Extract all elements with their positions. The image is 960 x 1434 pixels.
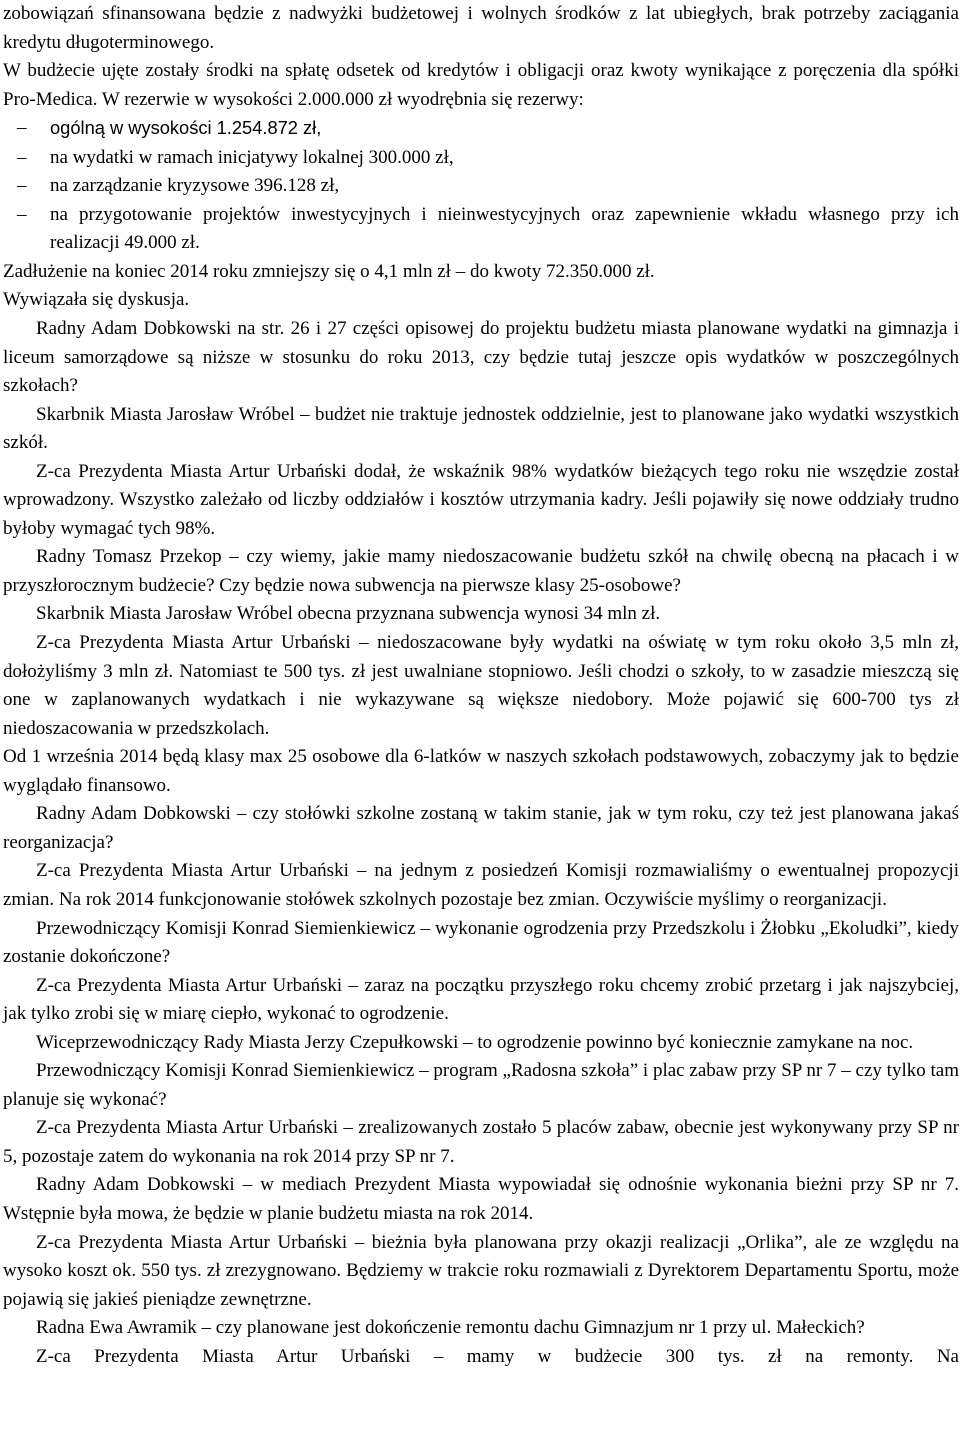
dash-bullet: – [17,117,27,139]
dash-bullet: – [17,146,27,168]
paragraph-statement: Z-ca Prezydenta Miasta Artur Urbański – niedoszacowane były wydatki na oświatę w tym roku około 3,5 mln zł, dołożyliśmy 3 mln zł. Natomiast te 500 tys. zł jest uwalniane stopniowo. Jeśli chodzi o szkoły, to w zasadzie mieszczą się one w zaplanowanych wydatkach i nie wykazywane są większe niedobory. Może pojawić się 600-700 tys zł niedoszacowania w przedszkolach. [3,632,959,739]
paragraph-statement: Od 1 września 2014 będą klasy max 25 osobowe dla 6-latków w naszych szkołach podstawowych, zobaczymy jak to będzie wyglądało finansowo. [3,746,959,796]
paragraph-statement: Radny Adam Dobkowski – czy stołówki szkolne zostaną w takim stanie, jak w tym roku, czy też jest planowana jakaś reorganizacja? [3,803,959,853]
paragraph-financing: zobowiązań sfinansowana będzie z nadwyżki budżetowej i wolnych środków z lat ubiegłych, brak potrzeby zaciągania kredytu długoterminowego. [3,3,959,53]
list-item [3,172,959,201]
paragraph-reserves [3,57,959,114]
reserves-list [3,114,959,258]
paragraph-statement: Radny Adam Dobkowski – w mediach Prezydent Miasta wypowiadał się odnośnie wykonania bieżni przy SP nr 7. Wstępnie była mowa, że będzie w planie budżetu miasta na rok 2014. [3,1174,959,1224]
list-item [3,144,959,173]
list-item [3,114,959,144]
paragraph-statement: Skarbnik Miasta Jarosław Wróbel – budżet nie traktuje jednostek oddzielnie, jest to planowane jako wydatki wszystkich szkół. [3,403,959,454]
paragraph-discussion: Wywiązała się dyskusja. [3,289,190,311]
list-item-text: na zarządzanie kryzysowe 396.128 zł, [50,175,340,197]
paragraph-statement: Z-ca Prezydenta Miasta Artur Urbański – na jednym z posiedzeń Komisji rozmawialiśmy o ewentualnej propozycji zmian. Na rok 2014 funkcjonowanie stołówek szkolnych pozostaje bez zmian. Oczywiście myślimy o reorganizacji. [3,860,959,910]
dash-bullet: – [17,203,27,225]
paragraph-statement: Z-ca Prezydenta Miasta Artur Urbański – bieżnia była planowana przy okazji realizacji „Orlika”, ale ze względu na wysoko koszt ok. 550 tys. zł zrezygnowano. Będziemy w trakcie roku rozmawiali z Dyrektorem Departamentu Sportu, może pojawią się jakieś pieniądze zewnętrzne. [3,1231,959,1310]
paragraph-debt: Zadłużenie na koniec 2014 roku zmniejszy się o 4,1 mln zł – do kwoty 72.350.000 zł. [3,260,655,282]
list-item-text: ogólną w wysokości 1.254.872 zł, [50,117,322,139]
paragraph-statement: Z-ca Prezydenta Miasta Artur Urbański dodał, że wskaźnik 98% wydatków bieżących tego roku nie wszędzie został wprowadzony. Wszystko zależało od liczby oddziałów i kosztów utrzymania kadry. Jeśli pojawiły się nowe oddziały trudno byłoby wymagać tych 98%. [3,460,959,539]
list-item-text: na przygotowanie projektów inwestycyjnych i nieinwestycyjnych oraz zapewnienie wkładu własnego przy ich realizacji 49.000 zł. [50,203,959,254]
list-item [3,201,959,258]
paragraph-statement: Wiceprzewodniczący Rady Miasta Jerzy Czepułkowski – to ogrodzenie powinno być koniecznie zamykane na noc. [36,1031,914,1053]
paragraph-statement: Z-ca Prezydenta Miasta Artur Urbański – zaraz na początku przyszłego roku chcemy zrobić przetarg i jak najszybciej, jak tylko zrobi się w miarę ciepło, wykonać to ogrodzenie. [3,974,959,1025]
paragraph-reserves-text: W budżecie ujęte zostały środki na spłatę odsetek od kredytów i obligacji oraz kwoty wynikające z poręczenia dla spółki Pro-Medica. W rezerwie w wysokości 2.000.000 zł wyodrębnia się rezerwy: [3,60,959,110]
paragraph-statement: Przewodniczący Komisji Konrad Siemienkiewicz – wykonanie ogrodzenia przy Przedszkolu i Żłobku „Ekoludki”, kiedy zostanie dokończone? [3,917,959,968]
paragraph-statement: Przewodniczący Komisji Konrad Siemienkiewicz – program „Radosna szkoła” i plac zabaw przy SP nr 7 – czy tylko tam planuje się wykonać? [3,1060,959,1110]
paragraph-statement: Z-ca Prezydenta Miasta Artur Urbański – mamy w budżecie 300 tys. zł na remonty. Na [36,1345,959,1367]
paragraph-statement: Radny Adam Dobkowski na str. 26 i 27 części opisowej do projektu budżetu miasta planowane wydatki na gimnazja i liceum samorządowe są niższe w stosunku do roku 2013, czy będzie tutaj jeszcze opis wydatków w poszczególnych szkołach? [3,318,959,397]
dash-bullet: – [17,175,27,197]
paragraph-statement: Skarbnik Miasta Jarosław Wróbel obecna przyznana subwencja wynosi 34 mln zł. [36,603,661,625]
paragraph-statement: Radny Tomasz Przekop – czy wiemy, jakie mamy niedoszacowanie budżetu szkół na chwilę obecną na płacach i w przyszłorocznym budżecie? Czy będzie nowa subwencja na pierwsze klasy 25-osobowe? [3,546,959,596]
paragraph-statement: Z-ca Prezydenta Miasta Artur Urbański – zrealizowanych zostało 5 placów zabaw, obecnie jest wykonywany przy SP nr 5, pozostaje zatem do wykonania na rok 2014 przy SP nr 7. [3,1117,959,1167]
paragraph-statement: Radna Ewa Awramik – czy planowane jest dokończenie remontu dachu Gimnazjum nr 1 przy ul. Małeckich? [36,1317,865,1339]
list-item-text: na wydatki w ramach inicjatywy lokalnej 300.000 zł, [50,146,454,168]
